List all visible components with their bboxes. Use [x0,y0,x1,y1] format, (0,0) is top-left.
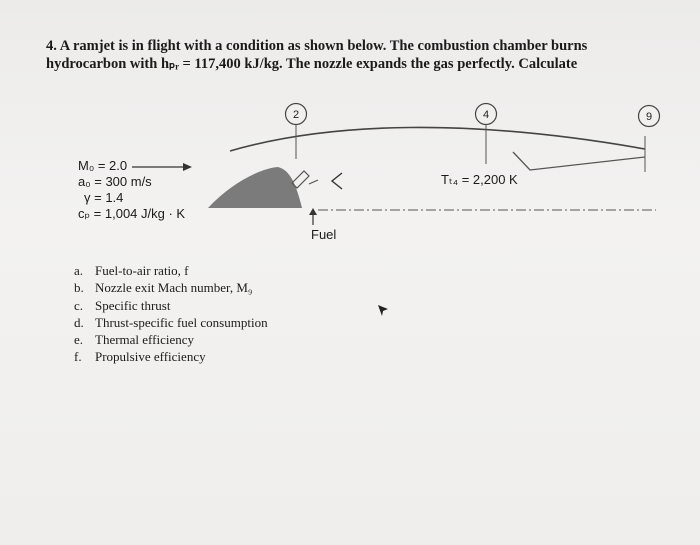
list-item: a. Fuel-to-air ratio, f [74,263,189,278]
problem-line-2: hydrocarbon with hₚᵣ = 117,400 kJ/kg. The nozzle expands the gas perfectly. Calculate [46,56,578,72]
fuel-arrow-head [309,208,317,215]
problem-line-1: 4. A ramjet is in flight with a condition as shown below. The combustion chamber burns [46,38,588,54]
speed-of-sound-condition: a₀ = 300 m/s [78,174,152,189]
list-item: b. Nozzle exit Mach number, M₉ [74,280,253,296]
cp-condition: cₚ = 1,004 J/kg · K [78,206,186,221]
t4-label: Tₜ₄ = 2,200 K [441,172,518,187]
injector-arrow [309,180,318,184]
question-list [74,262,268,366]
list-item: d. Thrust-specific fuel consumption [74,314,268,330]
gamma-condition: γ = 1.4 [84,190,124,205]
mach-condition: M₀ = 2.0 [78,158,128,173]
ramjet-casing-line [230,127,645,151]
station-9-label: 9 [645,111,653,123]
nozzle-inner-line [513,152,645,170]
list-item: f. Propulsive efficiency [74,349,206,365]
list-item: e. Thermal efficiency [74,332,195,348]
station-4-label: 4 [482,109,490,121]
mach-arrow-head [183,163,192,171]
inlet-spike [208,167,302,208]
fuel-label: Fuel [311,227,337,242]
list-item: c. Specific thrust [74,297,171,313]
station-2-label: 2 [292,109,300,121]
cursor-mark [378,305,388,316]
flame-holder [332,173,342,189]
fuel-injector [292,171,309,188]
